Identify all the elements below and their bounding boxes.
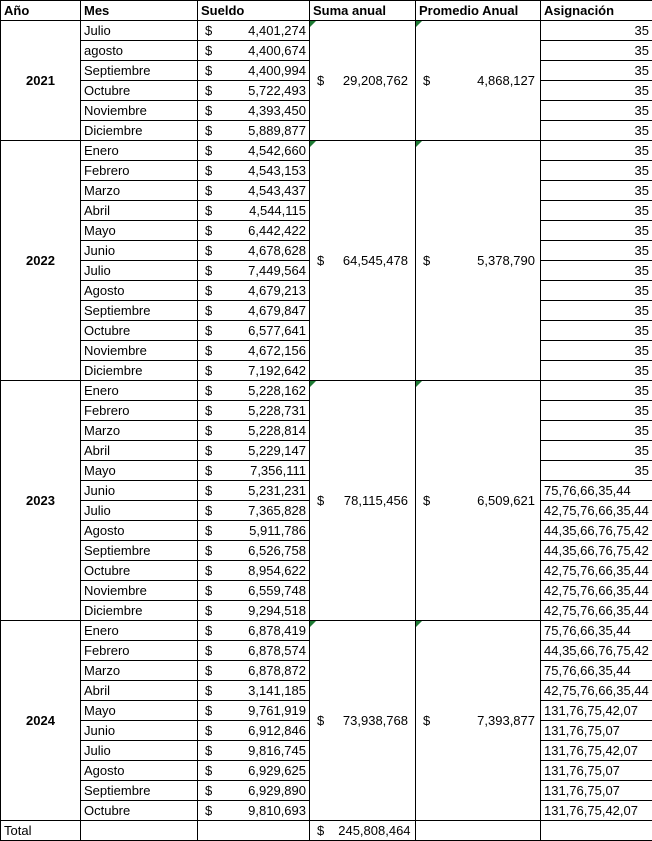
salary-value [201, 241, 306, 260]
assignment-cell[interactable]: 35 [541, 101, 652, 121]
salary-cell[interactable] [198, 661, 310, 681]
annual-sum-value [313, 251, 412, 270]
assignment-cell[interactable]: 35 [541, 41, 652, 61]
salary-cell[interactable] [198, 101, 310, 121]
currency-symbol: $ [205, 163, 213, 178]
month-cell[interactable]: Marzo [81, 421, 198, 441]
salary-cell[interactable] [198, 401, 310, 421]
salary-amount: 6,559,748 [248, 583, 306, 598]
salary-cell[interactable] [198, 341, 310, 361]
salary-amount: 4,400,674 [248, 43, 306, 58]
salary-amount: 6,878,872 [248, 663, 306, 678]
salary-amount: 4,543,153 [248, 163, 306, 178]
salary-cell[interactable] [198, 681, 310, 701]
currency-symbol: $ [205, 583, 213, 598]
salary-value [201, 101, 306, 120]
assignment-cell[interactable]: 44,35,66,76,75,42 [541, 541, 652, 561]
currency-symbol: $ [205, 463, 213, 478]
month-cell[interactable]: Agosto [81, 521, 198, 541]
salary-cell[interactable] [198, 81, 310, 101]
currency-symbol: $ [205, 403, 213, 418]
assignment-cell[interactable]: 35 [541, 401, 652, 421]
annual-sum-value [313, 71, 412, 90]
salary-value [201, 501, 306, 520]
month-cell[interactable]: Julio [81, 261, 198, 281]
salary-value [201, 521, 306, 540]
assignment-cell[interactable]: 35 [541, 161, 652, 181]
salary-value [201, 361, 306, 380]
currency-symbol: $ [205, 83, 213, 98]
salary-amount: 4,672,156 [248, 343, 306, 358]
currency-symbol: $ [423, 253, 431, 268]
salary-cell[interactable] [198, 161, 310, 181]
currency-symbol: $ [423, 73, 431, 88]
assignment-cell[interactable]: 35 [541, 321, 652, 341]
annual-sum-cell[interactable] [310, 621, 416, 821]
currency-symbol: $ [205, 423, 213, 438]
annual-sum-cell[interactable] [310, 21, 416, 141]
assignment-cell[interactable]: 131,76,75,42,07 [541, 701, 652, 721]
currency-symbol: $ [205, 243, 213, 258]
currency-symbol: $ [205, 743, 213, 758]
month-cell[interactable]: Diciembre [81, 361, 198, 381]
salary-amount: 5,889,877 [248, 123, 306, 138]
salary-amount: 9,810,693 [248, 803, 306, 818]
salary-cell[interactable] [198, 221, 310, 241]
salary-amount: 4,678,628 [248, 243, 306, 258]
currency-symbol: $ [205, 323, 213, 338]
salary-value [201, 381, 306, 400]
currency-symbol: $ [423, 713, 431, 728]
salary-value [201, 761, 306, 780]
salary-cell[interactable] [198, 761, 310, 781]
salary-value [201, 141, 306, 160]
currency-symbol: $ [205, 223, 213, 238]
annual-average-value [419, 491, 537, 510]
salary-amount: 6,878,574 [248, 643, 306, 658]
assignment-cell[interactable]: 131,76,75,42,07 [541, 741, 652, 761]
salary-cell[interactable] [198, 581, 310, 601]
currency-symbol: $ [205, 723, 213, 738]
assignment-cell[interactable]: 131,76,75,07 [541, 761, 652, 781]
salary-cell[interactable] [198, 641, 310, 661]
salary-amount: 9,816,745 [248, 743, 306, 758]
year-cell[interactable]: 2024 [1, 621, 81, 821]
salary-value [201, 781, 306, 800]
month-cell[interactable]: Mayo [81, 461, 198, 481]
salary-cell[interactable] [198, 141, 310, 161]
month-cell[interactable]: Enero [81, 381, 198, 401]
annual-sum-cell[interactable] [310, 381, 416, 621]
assignment-cell[interactable]: 42,75,76,66,35,44 [541, 561, 652, 581]
salary-cell[interactable] [198, 461, 310, 481]
salary-value [201, 321, 306, 340]
salary-cell[interactable] [198, 721, 310, 741]
currency-symbol: $ [205, 623, 213, 638]
salary-cell[interactable] [198, 441, 310, 461]
salary-amount: 4,543,437 [248, 183, 306, 198]
assignment-cell[interactable]: 35 [541, 141, 652, 161]
month-cell[interactable]: Julio [81, 501, 198, 521]
assignment-cell[interactable]: 35 [541, 301, 652, 321]
annual-average-amount: 5,378,790 [477, 253, 535, 268]
salary-cell[interactable] [198, 541, 310, 561]
currency-symbol: $ [205, 303, 213, 318]
currency-symbol: $ [205, 143, 213, 158]
assignment-cell[interactable]: 35 [541, 61, 652, 81]
month-cell[interactable]: Mayo [81, 701, 198, 721]
month-cell[interactable]: Septiembre [81, 301, 198, 321]
currency-symbol: $ [205, 763, 213, 778]
table-row [1, 141, 652, 161]
assignment-cell[interactable]: 131,76,75,07 [541, 781, 652, 801]
salary-value [201, 161, 306, 180]
salary-cell[interactable] [198, 701, 310, 721]
header-annual-sum[interactable]: Suma anual [310, 1, 416, 21]
salary-cell[interactable] [198, 321, 310, 341]
currency-symbol: $ [205, 603, 213, 618]
salary-cell[interactable] [198, 121, 310, 141]
assignment-cell[interactable]: 35 [541, 221, 652, 241]
currency-symbol: $ [423, 493, 431, 508]
table-body [1, 1, 652, 841]
currency-symbol: $ [205, 363, 213, 378]
annual-average-amount: 6,509,621 [477, 493, 535, 508]
salary-value [201, 401, 306, 420]
year-cell[interactable]: 2021 [1, 21, 81, 141]
salary-value [201, 181, 306, 200]
currency-symbol: $ [317, 253, 325, 268]
month-cell[interactable]: Julio [81, 21, 198, 41]
annual-sum-amount: 29,208,762 [342, 73, 408, 88]
currency-symbol: $ [205, 343, 213, 358]
assignment-cell[interactable]: 35 [541, 81, 652, 101]
assignment-cell[interactable]: 131,76,75,07 [541, 721, 652, 741]
year-cell[interactable]: 2022 [1, 141, 81, 381]
assignment-cell[interactable]: 35 [541, 201, 652, 221]
month-cell[interactable]: Abril [81, 201, 198, 221]
salary-value [201, 601, 306, 620]
currency-symbol: $ [317, 823, 325, 838]
currency-symbol: $ [317, 493, 325, 508]
total-row [1, 821, 652, 841]
salary-value [201, 341, 306, 360]
assignment-cell[interactable]: 42,75,76,66,35,44 [541, 681, 652, 701]
assignment-cell[interactable]: 35 [541, 381, 652, 401]
currency-symbol: $ [205, 283, 213, 298]
salary-cell[interactable] [198, 281, 310, 301]
salary-value [201, 461, 306, 480]
currency-symbol: $ [205, 523, 213, 538]
month-cell[interactable]: Marzo [81, 661, 198, 681]
assignment-cell[interactable]: 35 [541, 261, 652, 281]
month-cell[interactable]: Octubre [81, 321, 198, 341]
currency-symbol: $ [205, 183, 213, 198]
assignment-cell[interactable]: 35 [541, 421, 652, 441]
currency-symbol: $ [205, 543, 213, 558]
annual-average-cell[interactable] [416, 621, 541, 821]
salary-value [201, 621, 306, 640]
assignment-cell[interactable]: 75,76,66,35,44 [541, 481, 652, 501]
salary-value [201, 441, 306, 460]
table-row [1, 381, 652, 401]
annual-sum-amount: 73,938,768 [342, 713, 408, 728]
salary-cell[interactable] [198, 181, 310, 201]
month-cell[interactable]: Abril [81, 441, 198, 461]
salary-amount: 6,577,641 [248, 323, 306, 338]
currency-symbol: $ [205, 783, 213, 798]
assignment-cell[interactable]: 42,75,76,66,35,44 [541, 581, 652, 601]
currency-symbol: $ [205, 483, 213, 498]
salary-value [201, 301, 306, 320]
currency-symbol: $ [317, 73, 325, 88]
month-cell[interactable]: Agosto [81, 281, 198, 301]
salary-value [201, 421, 306, 440]
salary-amount: 5,229,147 [248, 443, 306, 458]
assignment-cell[interactable]: 131,76,75,42,07 [541, 801, 652, 821]
month-cell[interactable]: Octubre [81, 561, 198, 581]
assignment-cell[interactable]: 35 [541, 121, 652, 141]
month-cell[interactable]: Junio [81, 241, 198, 261]
salary-amount: 6,526,758 [248, 543, 306, 558]
salary-cell[interactable] [198, 201, 310, 221]
month-cell[interactable]: Junio [81, 481, 198, 501]
assignment-cell[interactable]: 35 [541, 361, 652, 381]
month-cell[interactable]: Abril [81, 681, 198, 701]
header-row [1, 1, 652, 21]
month-cell[interactable]: Octubre [81, 81, 198, 101]
empty-cell[interactable] [416, 821, 541, 841]
salary-amount: 9,294,518 [248, 603, 306, 618]
currency-symbol: $ [205, 203, 213, 218]
salary-cell[interactable] [198, 601, 310, 621]
salary-cell[interactable] [198, 301, 310, 321]
assignment-cell[interactable]: 42,75,76,66,35,44 [541, 501, 652, 521]
salary-value [201, 541, 306, 560]
currency-symbol: $ [205, 23, 213, 38]
month-cell[interactable]: Junio [81, 721, 198, 741]
annual-average-value [419, 251, 537, 270]
currency-symbol: $ [205, 43, 213, 58]
empty-cell[interactable] [198, 821, 310, 841]
empty-cell[interactable] [541, 821, 652, 841]
salary-cell[interactable] [198, 501, 310, 521]
empty-cell[interactable] [81, 821, 198, 841]
salary-value [201, 741, 306, 760]
assignment-cell[interactable]: 44,35,66,76,75,42 [541, 641, 652, 661]
month-cell[interactable]: Octubre [81, 801, 198, 821]
salary-cell[interactable] [198, 801, 310, 821]
month-cell[interactable]: Enero [81, 141, 198, 161]
total-label[interactable]: Total [1, 821, 81, 841]
month-cell[interactable]: Julio [81, 741, 198, 761]
salary-value [201, 221, 306, 240]
assignment-cell[interactable]: 35 [541, 461, 652, 481]
salary-amount: 4,679,847 [248, 303, 306, 318]
salary-value [201, 41, 306, 60]
salary-amount: 5,228,814 [248, 423, 306, 438]
table-row [1, 21, 652, 41]
salary-cell[interactable] [198, 41, 310, 61]
header-year[interactable]: Año [1, 1, 81, 21]
salary-amount: 5,228,162 [248, 383, 306, 398]
annual-sum-amount: 64,545,478 [342, 253, 408, 268]
salary-cell[interactable] [198, 361, 310, 381]
header-month[interactable]: Mes [81, 1, 198, 21]
salary-amount: 5,228,731 [248, 403, 306, 418]
salary-cell[interactable] [198, 61, 310, 81]
month-cell[interactable]: Diciembre [81, 601, 198, 621]
currency-symbol: $ [205, 263, 213, 278]
assignment-cell[interactable]: 35 [541, 181, 652, 201]
salary-cell[interactable] [198, 621, 310, 641]
salary-value [201, 481, 306, 500]
assignment-cell[interactable]: 42,75,76,66,35,44 [541, 601, 652, 621]
month-cell[interactable]: Febrero [81, 401, 198, 421]
month-cell[interactable]: Agosto [81, 761, 198, 781]
currency-symbol: $ [205, 103, 213, 118]
salary-amount: 6,912,846 [248, 723, 306, 738]
salary-amount: 7,192,642 [248, 363, 306, 378]
salary-amount: 6,929,625 [248, 763, 306, 778]
assignment-cell[interactable]: 35 [541, 281, 652, 301]
annual-sum-value [313, 711, 412, 730]
annual-sum-amount: 78,115,456 [343, 493, 408, 508]
salary-amount: 4,542,660 [248, 143, 306, 158]
salary-value [201, 281, 306, 300]
salary-amount: 6,442,422 [248, 223, 306, 238]
salary-amount: 8,954,622 [248, 563, 306, 578]
salary-cell[interactable] [198, 21, 310, 41]
salary-value [201, 681, 306, 700]
annual-average-cell[interactable] [416, 141, 541, 381]
salary-amount: 4,400,994 [248, 63, 306, 78]
month-cell[interactable]: Febrero [81, 641, 198, 661]
salary-cell[interactable] [198, 261, 310, 281]
annual-average-value [419, 71, 537, 90]
currency-symbol: $ [205, 503, 213, 518]
salary-value [201, 721, 306, 740]
assignment-cell[interactable]: 35 [541, 441, 652, 461]
currency-symbol: $ [205, 443, 213, 458]
month-cell[interactable]: Diciembre [81, 121, 198, 141]
salary-value [201, 641, 306, 660]
month-cell[interactable]: Septiembre [81, 541, 198, 561]
annual-average-value [419, 711, 537, 730]
assignment-cell[interactable]: 44,35,66,76,75,42 [541, 521, 652, 541]
salary-cell[interactable] [198, 241, 310, 261]
salary-amount: 4,679,213 [248, 283, 306, 298]
assignment-cell[interactable]: 35 [541, 21, 652, 41]
salary-amount: 5,231,231 [248, 483, 306, 498]
salary-amount: 7,356,111 [250, 463, 306, 478]
salary-value [201, 201, 306, 220]
currency-symbol: $ [205, 643, 213, 658]
salary-value [201, 581, 306, 600]
month-cell[interactable]: Enero [81, 621, 198, 641]
currency-symbol: $ [205, 663, 213, 678]
month-cell[interactable]: Febrero [81, 161, 198, 181]
total-sum-value [313, 821, 412, 840]
annual-average-cell[interactable] [416, 21, 541, 141]
salary-amount: 5,722,493 [248, 83, 306, 98]
salary-cell[interactable] [198, 421, 310, 441]
assignment-cell[interactable]: 35 [541, 241, 652, 261]
assignment-cell[interactable]: 75,76,66,35,44 [541, 661, 652, 681]
currency-symbol: $ [205, 123, 213, 138]
assignment-cell[interactable]: 75,76,66,35,44 [541, 621, 652, 641]
annual-average-amount: 7,393,877 [477, 713, 535, 728]
salary-value [201, 61, 306, 80]
currency-symbol: $ [205, 383, 213, 398]
salary-amount: 7,449,564 [248, 263, 306, 278]
salary-value [201, 21, 306, 40]
salary-value [201, 561, 306, 580]
header-salary[interactable]: Sueldo [198, 1, 310, 21]
annual-sum-value [313, 491, 412, 510]
header-annual-average[interactable]: Promedio Anual [416, 1, 541, 21]
currency-symbol: $ [205, 563, 213, 578]
month-cell[interactable]: Noviembre [81, 341, 198, 361]
currency-symbol: $ [205, 703, 213, 718]
salary-amount: 4,393,450 [248, 103, 306, 118]
annual-average-cell[interactable] [416, 381, 541, 621]
year-cell[interactable]: 2023 [1, 381, 81, 621]
salary-amount: 5,911,786 [249, 523, 306, 538]
salary-value [201, 81, 306, 100]
salary-cell[interactable] [198, 381, 310, 401]
annual-average-amount: 4,868,127 [477, 73, 535, 88]
salary-value [201, 661, 306, 680]
assignment-cell[interactable]: 35 [541, 341, 652, 361]
salary-amount: 6,929,890 [248, 783, 306, 798]
salary-value [201, 121, 306, 140]
salary-amount: 7,365,828 [248, 503, 306, 518]
salary-cell[interactable] [198, 481, 310, 501]
salary-amount: 4,544,115 [249, 203, 306, 218]
currency-symbol: $ [205, 803, 213, 818]
salary-amount: 9,761,919 [248, 703, 306, 718]
month-cell[interactable]: Noviembre [81, 581, 198, 601]
table-row [1, 621, 652, 641]
salary-amount: 3,141,185 [248, 683, 306, 698]
salary-amount: 6,878,419 [248, 623, 306, 638]
salary-cell[interactable] [198, 561, 310, 581]
currency-symbol: $ [205, 683, 213, 698]
month-cell[interactable]: Septiembre [81, 61, 198, 81]
total-sum-cell[interactable] [310, 821, 416, 841]
salary-cell[interactable] [198, 781, 310, 801]
annual-sum-cell[interactable] [310, 141, 416, 381]
salary-cell[interactable] [198, 741, 310, 761]
total-sum-amount: 245,808,464 [338, 823, 411, 838]
month-cell[interactable]: Mayo [81, 221, 198, 241]
salary-cell[interactable] [198, 521, 310, 541]
month-cell[interactable]: Noviembre [81, 101, 198, 121]
month-cell[interactable]: Marzo [81, 181, 198, 201]
salary-value [201, 261, 306, 280]
header-assignment[interactable]: Asignación [541, 1, 652, 21]
month-cell[interactable]: agosto [81, 41, 198, 61]
salary-value [201, 801, 306, 820]
salary-amount: 4,401,274 [248, 23, 306, 38]
salary-value [201, 701, 306, 720]
currency-symbol: $ [317, 713, 325, 728]
currency-symbol: $ [205, 63, 213, 78]
month-cell[interactable]: Septiembre [81, 781, 198, 801]
